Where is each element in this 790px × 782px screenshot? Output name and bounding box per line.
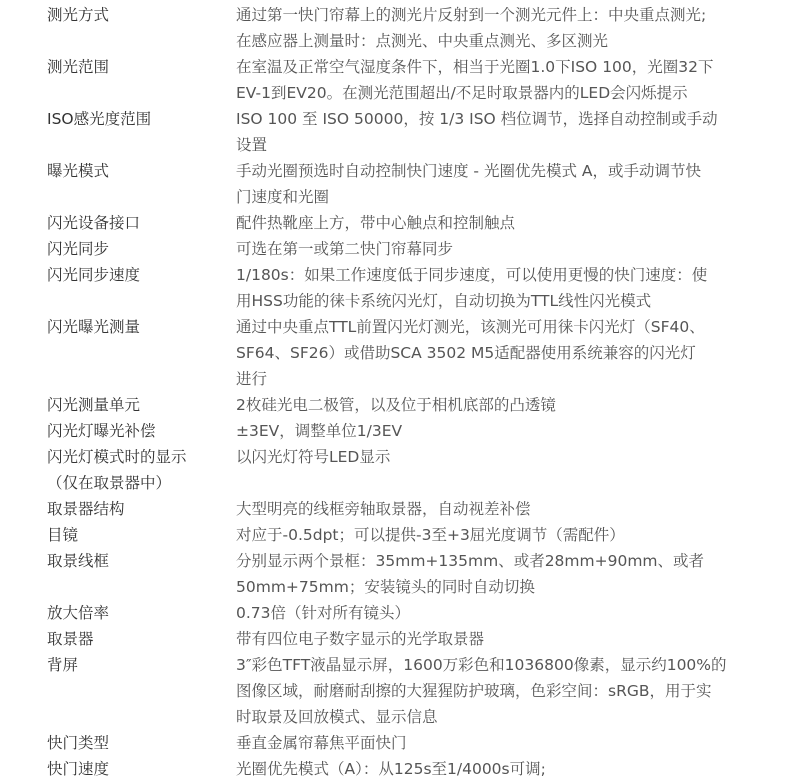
spec-label: 闪光设备接口 bbox=[47, 214, 141, 232]
spec-value: 对应于-0.5dpt；可以提供-3至+3屈光度调节（需配件） bbox=[236, 526, 625, 544]
spec-row bbox=[0, 54, 790, 106]
spec-label: 目镜 bbox=[47, 526, 79, 544]
spec-label: 取景器结构 bbox=[47, 500, 125, 518]
spec-row bbox=[0, 210, 790, 236]
spec-row bbox=[0, 314, 790, 392]
spec-row bbox=[0, 730, 790, 756]
spec-value: 大型明亮的线框旁轴取景器，自动视差补偿 bbox=[236, 500, 531, 518]
spec-label: ISO感光度范围 bbox=[47, 110, 152, 128]
spec-label: 测光方式 bbox=[47, 6, 110, 24]
spec-value: 1/180s：如果工作速度低于同步速度，可以使用更慢的快门速度：使 用HSS功能的徕卡系统闪光灯，自动切换为TTL线性闪光模式 bbox=[236, 266, 708, 310]
spec-value: 分别显示两个景框：35mm+135mm、或者28mm+90mm、或者 50mm+75mm；安装镜头的同时自动切换 bbox=[236, 552, 705, 596]
spec-value: 可选在第一或第二快门帘幕同步 bbox=[236, 240, 454, 258]
spec-label: 快门速度 bbox=[47, 760, 110, 778]
spec-label: 闪光曝光测量 bbox=[47, 318, 141, 336]
spec-value: 光圈优先模式（A）：从125s至1/4000s可调; bbox=[236, 760, 546, 778]
spec-label: 闪光灯曝光补偿 bbox=[47, 422, 156, 440]
spec-row bbox=[0, 522, 790, 548]
spec-row bbox=[0, 392, 790, 418]
spec-value: 带有四位电子数字显示的光学取景器 bbox=[236, 630, 485, 648]
spec-value: 在室温及正常空气湿度条件下，相当于光圈1.0下ISO 100，光圈32下 EV-1到EV20。在测光范围超出/不足时取景器内的LED会闪烁提示 bbox=[236, 58, 714, 102]
spec-label: 测光范围 bbox=[47, 58, 110, 76]
spec-value: 配件热靴座上方，带中心触点和控制触点 bbox=[236, 214, 516, 232]
spec-row bbox=[0, 236, 790, 262]
spec-value: 0.73倍（针对所有镜头） bbox=[236, 604, 411, 622]
spec-label: 取景器 bbox=[47, 630, 94, 648]
spec-label: 快门类型 bbox=[47, 734, 110, 752]
spec-row bbox=[0, 106, 790, 158]
spec-value: ±3EV，调整单位1/3EV bbox=[236, 422, 403, 440]
spec-label: 闪光同步速度 bbox=[47, 266, 141, 284]
spec-row bbox=[0, 600, 790, 626]
spec-row bbox=[0, 548, 790, 600]
spec-row bbox=[0, 2, 790, 54]
spec-row bbox=[0, 444, 790, 496]
spec-value: ISO 100 至 ISO 50000，按 1/3 ISO 档位调节，选择自动控制或手动 设置 bbox=[236, 110, 718, 154]
spec-label: 曝光模式 bbox=[47, 162, 110, 180]
spec-label: 闪光测量单元 bbox=[47, 396, 141, 414]
spec-value: 通过中央重点TTL前置闪光灯测光，该测光可用徕卡闪光灯（SF40、 SF64、SF26）或借助SCA 3502 M5适配器使用系统兼容的闪光灯 进行 bbox=[236, 318, 705, 388]
spec-label: 取景线框 bbox=[47, 552, 110, 570]
spec-value: 手动光圈预选时自动控制快门速度 - 光圈优先模式 A，或手动调节快 门速度和光圈 bbox=[236, 162, 701, 206]
spec-label: 背屏 bbox=[47, 656, 79, 674]
spec-row bbox=[0, 496, 790, 522]
spec-row bbox=[0, 626, 790, 652]
spec-table bbox=[0, 2, 790, 782]
spec-value: 通过第一快门帘幕上的测光片反射到一个测光元件上：中央重点测光; 在感应器上测量时：点测光、中央重点测光、多区测光 bbox=[236, 6, 707, 50]
spec-row bbox=[0, 158, 790, 210]
spec-value: 垂直金属帘幕焦平面快门 bbox=[236, 734, 407, 752]
spec-row bbox=[0, 652, 790, 730]
spec-value: 以闪光灯符号LED显示 bbox=[236, 448, 391, 466]
spec-row bbox=[0, 418, 790, 444]
spec-label: 闪光同步 bbox=[47, 240, 110, 258]
spec-label: 闪光灯模式时的显示 （仅在取景器中） bbox=[47, 448, 187, 492]
spec-row bbox=[0, 262, 790, 314]
spec-row bbox=[0, 756, 790, 782]
spec-label: 放大倍率 bbox=[47, 604, 110, 622]
spec-value: 3″彩色TFT液晶显示屏，1600万彩色和1036800像素，显示约100%的 图像区域，耐磨耐刮擦的大猩猩防护玻璃，色彩空间：sRGB，用于实 时取景及回放模式、显示信息 bbox=[236, 656, 727, 726]
spec-value: 2枚硅光电二极管，以及位于相机底部的凸透镜 bbox=[236, 396, 556, 414]
